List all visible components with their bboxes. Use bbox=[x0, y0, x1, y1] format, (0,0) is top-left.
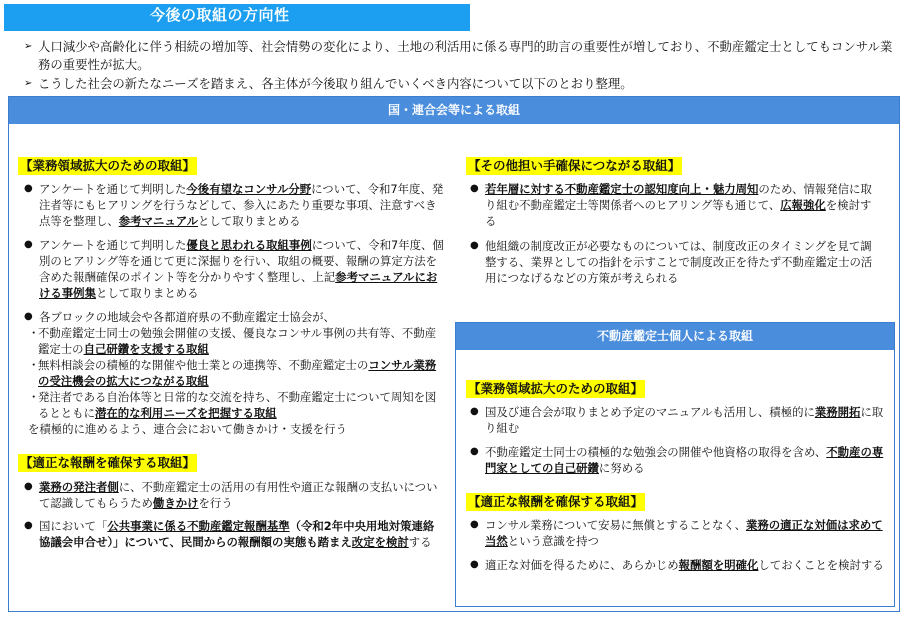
bullet-list bbox=[470, 181, 880, 286]
emphasis: 若年層に対する不動産鑑定士の認知度向上・魅力周知 bbox=[485, 182, 759, 196]
sub-item-tail bbox=[28, 421, 440, 437]
section-heading: 【業務領域拡大のための取組】 bbox=[468, 381, 644, 396]
emphasis: 参考マニュアル bbox=[118, 214, 199, 228]
sub-item bbox=[28, 325, 440, 357]
list-item bbox=[470, 238, 880, 286]
text: について、令和7年度、発注者等にもヒアリングを行うなどして、参入にあたり重要な事項、注意すべき点等を整理し、 bbox=[39, 182, 444, 228]
list-item bbox=[24, 309, 444, 325]
dash-marker: ・ bbox=[28, 390, 40, 404]
text: という意識を持つ bbox=[507, 534, 599, 548]
text: に努める bbox=[598, 461, 645, 475]
item-text bbox=[485, 517, 885, 549]
item-text: 他組織の制度改正が必要なものについては、制度改正のタイミングを見て調整する、業界としての指針を示すことで制度改正を待たず不動産鑑定士の活用につなげるなどの方策が考えられる bbox=[485, 239, 873, 285]
section-heading: 【業務領域拡大のための取組】 bbox=[20, 158, 196, 173]
text: 国において「 bbox=[39, 519, 108, 533]
emphasis: 報酬額を明確化 bbox=[678, 558, 759, 572]
list-item bbox=[24, 237, 444, 301]
text: 国及び連合会が取りまとめ予定のマニュアルも活用し、積極的に bbox=[485, 405, 815, 419]
arrow-bullet-icon: ➢ bbox=[24, 41, 33, 52]
emphasis: 参考マニュアルにおける事例集 bbox=[39, 270, 438, 300]
intro-text: こうした社会の新たなニーズを踏まえ、各主体が今後取り組んでいくべき内容について以下のとおり整理。 bbox=[38, 76, 633, 91]
text: に、不動産鑑定士の活用の有用性や適正な報酬の支払いについて認識してもらうため bbox=[39, 480, 438, 510]
text: する bbox=[408, 535, 432, 549]
emphasis: 自己研鑽を支援する取組 bbox=[83, 342, 209, 356]
section-heading: 【その他担い手確保につながる取組】 bbox=[468, 158, 681, 173]
list-item bbox=[470, 557, 885, 573]
emphasis: 業務の適正な対価は求めて当然 bbox=[485, 518, 883, 548]
intro-item bbox=[24, 75, 894, 93]
list-item bbox=[470, 517, 885, 549]
bullet-list bbox=[470, 404, 885, 476]
text: について、令和7年度、個別のヒアリング等を通じて更に深掘りを行い、取組の概要、報酬の算定方法を含めた報酬確保のポイント等を分かりやすく整理し、上記 bbox=[39, 238, 444, 284]
bullet-icon: ● bbox=[470, 240, 479, 251]
section-heading: 【適正な報酬を確保する取組】 bbox=[20, 455, 196, 470]
bullet-list bbox=[24, 181, 444, 325]
emphasis: 潜在的な利用ニーズを把握する取組 bbox=[94, 406, 277, 420]
emphasis: 優良と思われる取組事例 bbox=[186, 238, 312, 252]
bullet-list bbox=[24, 479, 444, 550]
text: に取り組む bbox=[485, 405, 884, 435]
dash-marker: ・ bbox=[28, 358, 40, 372]
bullet-icon: ● bbox=[24, 481, 33, 492]
sub-item bbox=[28, 357, 440, 389]
emphasis: 業務開拓 bbox=[814, 405, 861, 419]
individual-panel-heading: 不動産鑑定士個人による取組 bbox=[456, 323, 894, 350]
list-item bbox=[470, 444, 885, 476]
emphasis: 公共事業に係る不動産鑑定報酬基準 bbox=[107, 519, 290, 533]
item-text bbox=[38, 325, 440, 357]
text: 適正な対価を得るために、あらかじめ bbox=[485, 558, 679, 572]
bullet-icon: ● bbox=[470, 406, 479, 417]
text: として取りまとめる bbox=[95, 286, 199, 300]
text: （令和2年中央用地対策連絡協議会申合せ）」について、民間からの報酬額の実態も踏まえ bbox=[39, 519, 435, 549]
bullet-icon: ● bbox=[24, 311, 33, 322]
item-text bbox=[39, 479, 444, 511]
list-item bbox=[470, 181, 880, 229]
item-text bbox=[38, 389, 440, 421]
text: を検討する bbox=[485, 198, 872, 228]
list-item bbox=[24, 181, 444, 229]
text: 発注者である自治体等と日常的な交流を持ち、不動産鑑定士について周知を図るとともに bbox=[38, 390, 437, 420]
item-text bbox=[39, 237, 444, 301]
bullet-icon: ● bbox=[470, 446, 479, 457]
bullet-icon: ● bbox=[24, 183, 33, 194]
main-panel-heading: 国・連合会等による取組 bbox=[9, 97, 899, 124]
text: 無料相談会の積極的な開催や他士業との連携等、不動産鑑定士の bbox=[38, 358, 369, 372]
bullet-icon: ● bbox=[470, 559, 479, 570]
item-text bbox=[485, 557, 885, 573]
item-text bbox=[485, 181, 880, 229]
text: しておくことを検討する bbox=[758, 558, 884, 572]
sub-item bbox=[28, 389, 440, 421]
bullet-icon: ● bbox=[24, 239, 33, 250]
emphasis: 改定を検討 bbox=[351, 535, 409, 549]
text: コンサル業務について安易に無償とすることなく、 bbox=[485, 518, 746, 532]
item-text bbox=[39, 181, 444, 229]
text: のため、情報発信に取り組む不動産鑑定士等関係者へのヒアリング等も通じて、 bbox=[485, 182, 872, 212]
intro-item bbox=[24, 38, 894, 74]
emphasis: 業務の発注者側 bbox=[39, 480, 119, 494]
emphasis: コンサル業務の受注機会の拡大につながる取組 bbox=[38, 358, 437, 388]
item-text bbox=[39, 518, 444, 550]
list-item bbox=[470, 404, 885, 436]
text: として取りまとめる bbox=[198, 214, 301, 228]
section-heading: 【適正な報酬を確保する取組】 bbox=[468, 494, 644, 509]
page-title: 今後の取組の方向性 bbox=[150, 6, 290, 24]
emphasis: 働きかけ bbox=[152, 496, 199, 510]
emphasis: 広報強化 bbox=[780, 198, 826, 212]
intro-list bbox=[24, 38, 894, 94]
bullet-icon: ● bbox=[470, 183, 479, 194]
bullet-list bbox=[470, 517, 885, 573]
bullet-icon: ● bbox=[24, 520, 33, 531]
text: アンケートを通じて判明した bbox=[39, 238, 187, 252]
item-text: を積極的に進めるよう、連合会において働きかけ・支援を行う bbox=[28, 422, 347, 436]
text: 不動産鑑定士同士の勉強会開催の支援、優良なコンサル事例の共有等、不動産鑑定士の bbox=[38, 326, 437, 356]
text: を行う bbox=[198, 496, 233, 510]
arrow-bullet-icon: ➢ bbox=[24, 78, 33, 89]
list-item bbox=[24, 518, 444, 550]
emphasis: 不動産の専門家としての自己研鑽 bbox=[485, 445, 884, 475]
item-text bbox=[485, 404, 885, 436]
text: アンケートを通じて判明した bbox=[39, 182, 187, 196]
item-text: 各ブロックの地域会や各都道府県の不動産鑑定士協会が、 bbox=[39, 310, 335, 324]
emphasis: 今後有望なコンサル分野 bbox=[186, 182, 312, 196]
item-text bbox=[38, 357, 440, 389]
sub-item-list bbox=[28, 325, 440, 437]
dash-marker: ・ bbox=[28, 326, 40, 340]
text: 不動産鑑定士同士の積極的な勉強会の開催や他資格の取得を含め、 bbox=[485, 445, 827, 459]
list-item bbox=[24, 479, 444, 511]
item-text bbox=[485, 444, 885, 476]
intro-text: 人口減少や高齢化に伴う相続の増加等、社会情勢の変化により、土地の利活用に係る専門的助言の重要性が増しており、不動産鑑定士としてもコンサル業務の重要性が拡大。 bbox=[38, 39, 893, 72]
bullet-icon: ● bbox=[470, 519, 479, 530]
